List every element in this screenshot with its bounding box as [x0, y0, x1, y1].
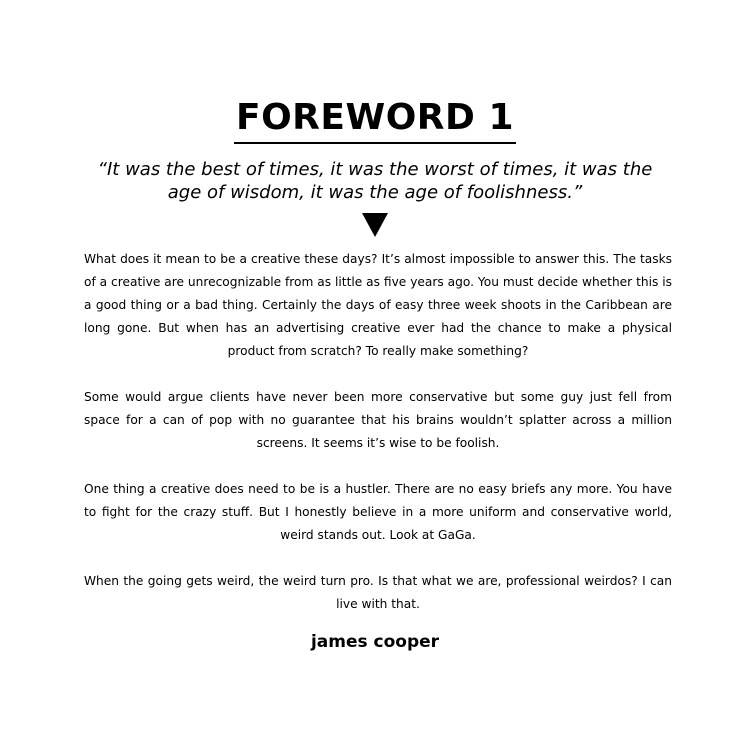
paragraph-3: One thing a creative does need to be is a hustler. There are no easy briefs any more. You have to fight for the crazy stuff. But I honestly believe in a more uniform and conservative world, weird stands out. Look at GaGa.	[84, 482, 672, 542]
paragraph-2: Some would argue clients have never been more conservative but some guy just fell from space for a can of pop with no guarantee that his brains wouldn’t splatter across a million screens. It seems it’s wise to be foolish.	[84, 390, 672, 450]
down-triangle-icon	[362, 213, 388, 237]
paragraph-1: What does it mean to be a creative these days? It’s almost impossible to answer this. The tasks of a creative are unrecognizable from as little as five years ago. You must decide whether this is a good thing or a bad thing. Certainly the days of easy three week shoots in the Caribbean are long gone. But when has an advertising creative ever had the chance to make a physical product from scratch? To really make something?	[84, 252, 672, 358]
page-title: FOREWORD 1	[234, 96, 516, 144]
paragraph-4: When the going gets weird, the weird turn pro. Is that what we are, professional weirdos? I can live with that.	[84, 574, 672, 611]
epigraph-quote: “It was the best of times, it was the worst of times, it was the age of wisdom, it was the age of foolishness.”	[97, 159, 653, 203]
title-wrapper	[0, 96, 750, 144]
author-signature: james cooper	[310, 632, 440, 652]
foreword-body	[84, 248, 672, 639]
